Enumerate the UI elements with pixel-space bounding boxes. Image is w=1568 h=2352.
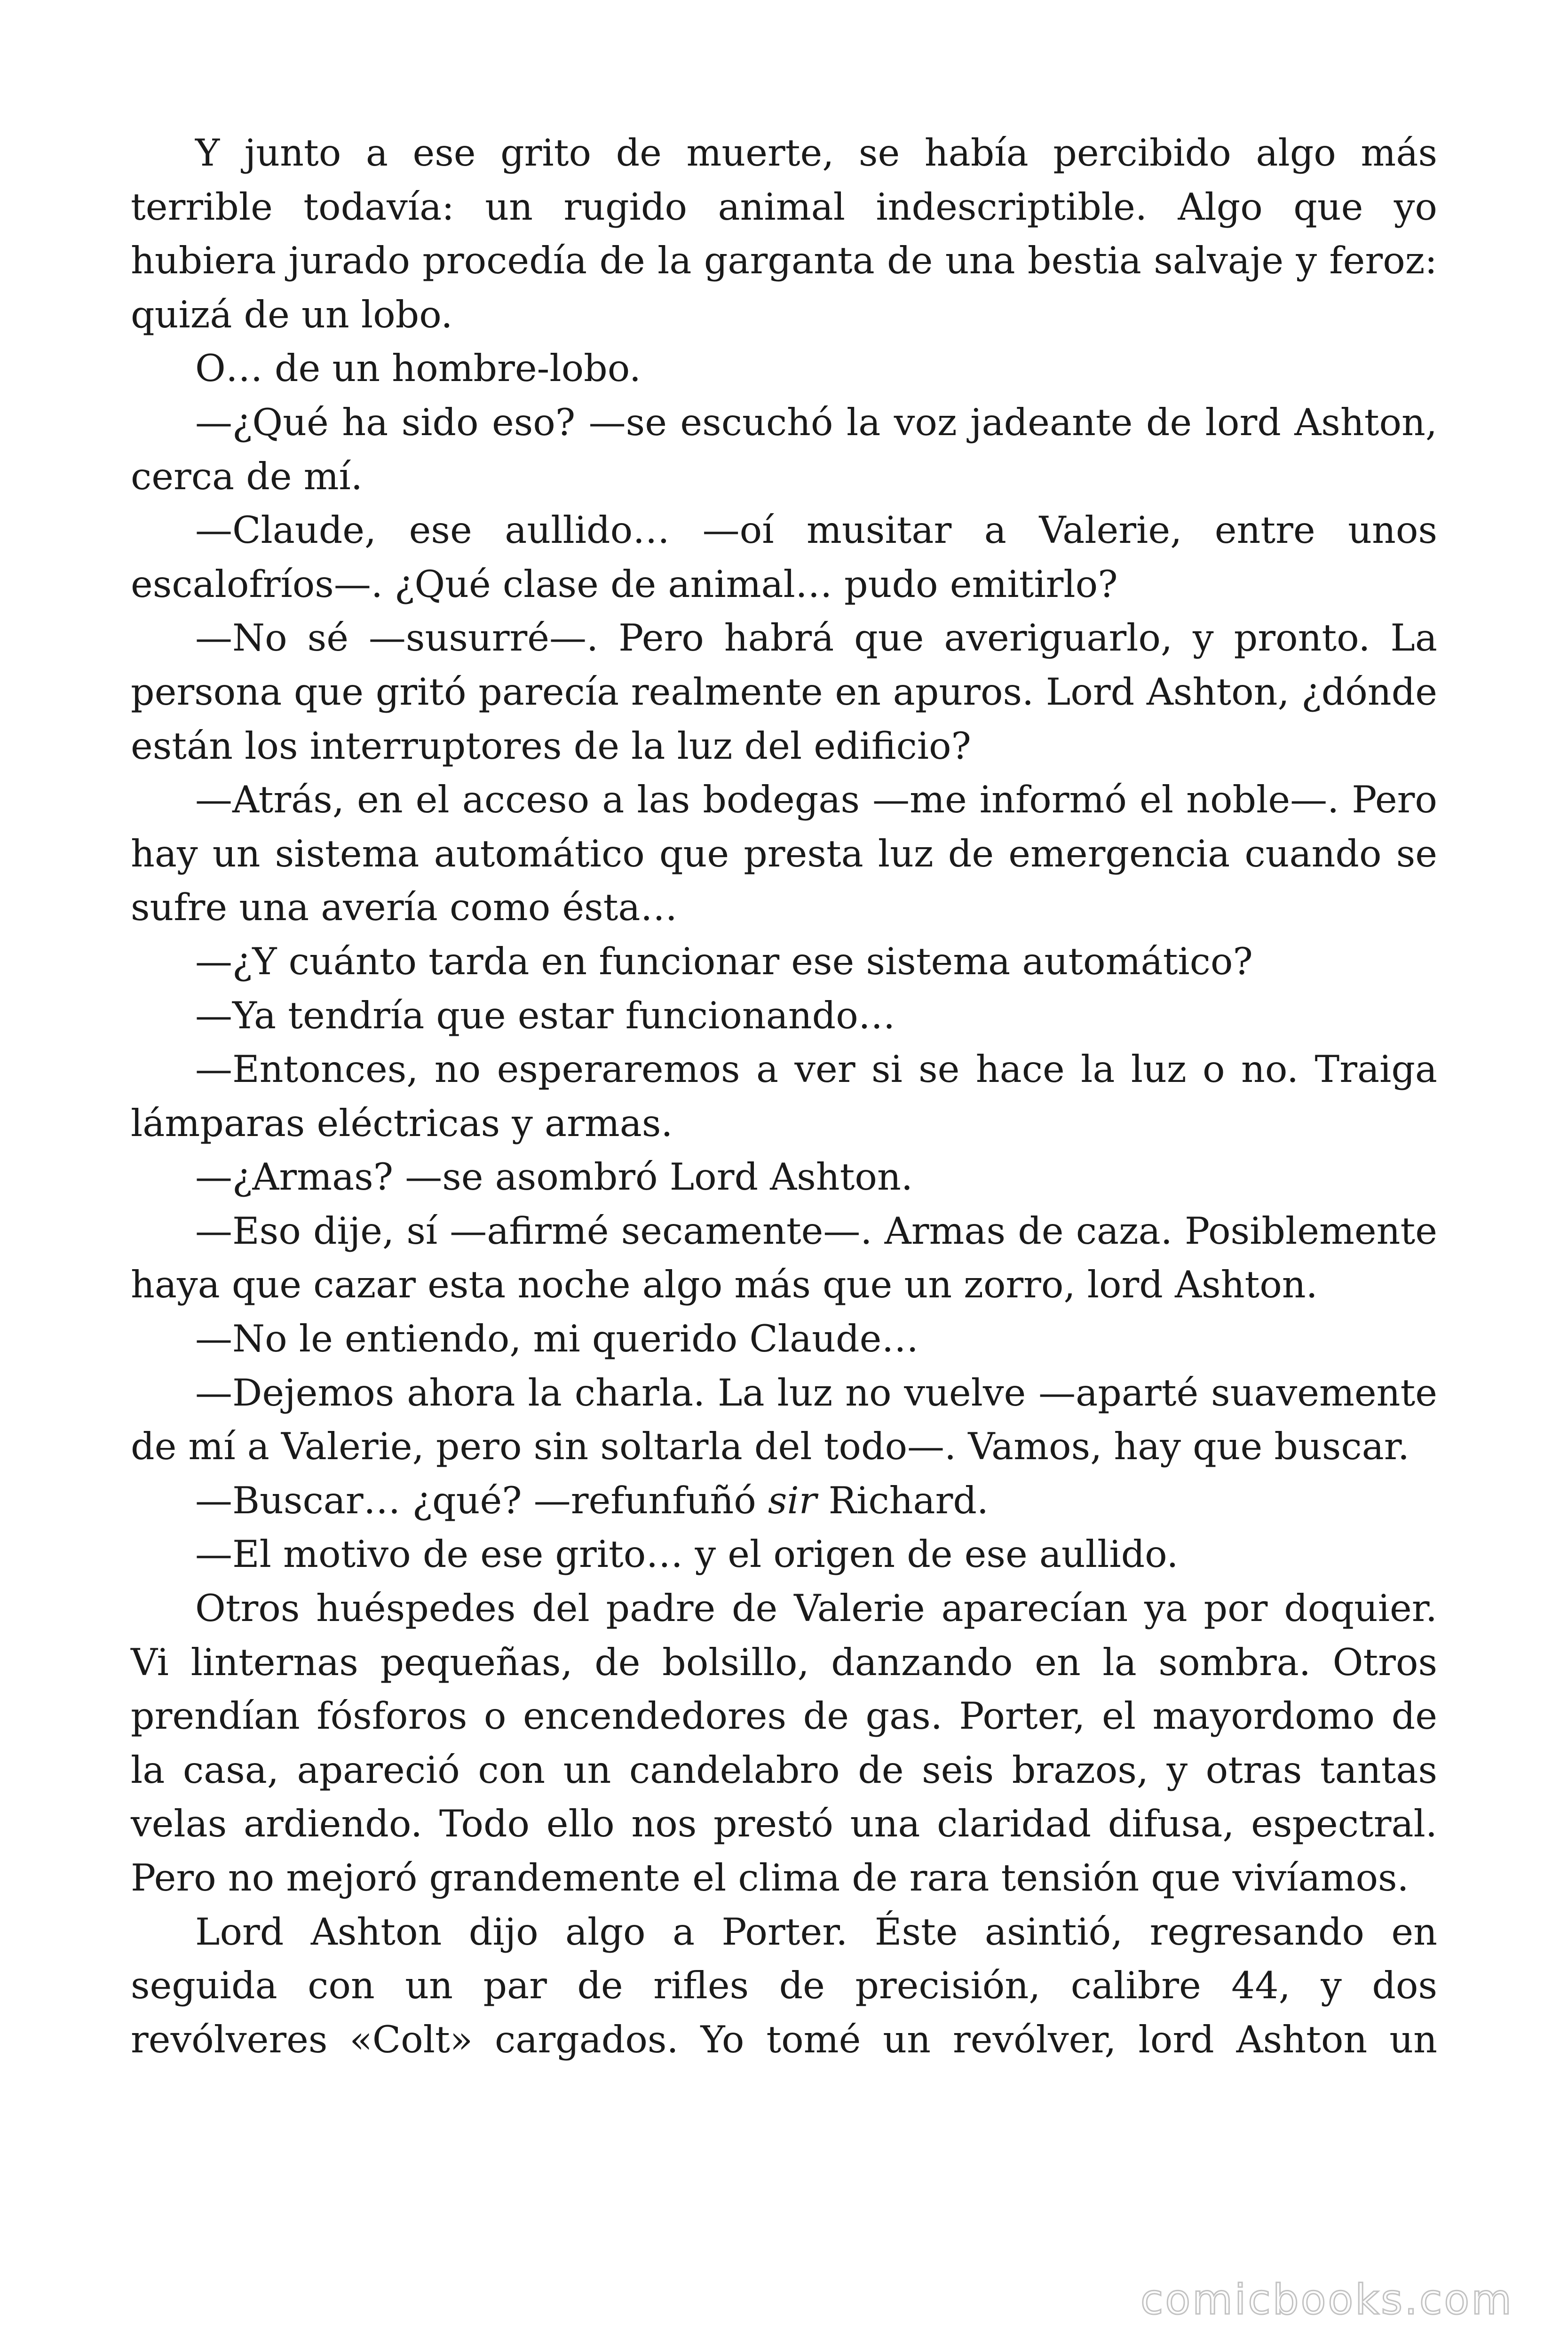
paragraph — [131, 611, 1437, 773]
text-run: —Eso dije, sí —afirmé secamente—. Armas de caza. Posiblemente haya que cazar esta noche algo más que un zorro, lord Ashton. — [131, 1209, 1437, 1307]
text-run: O… de un hombre-lobo. — [195, 347, 641, 390]
paragraph — [131, 1366, 1437, 1474]
text-run: —Claude, ese aullido… —oí musitar a Valerie, entre unos escalofríos—. ¿Qué clase de animal… pudo emitirlo? — [131, 509, 1437, 606]
paragraph — [131, 342, 1437, 396]
page-text-column — [131, 126, 1437, 2066]
paragraph — [131, 773, 1437, 935]
paragraph — [131, 1204, 1437, 1312]
paragraph — [131, 1905, 1437, 2067]
paragraph — [131, 1042, 1437, 1150]
text-run: Y junto a ese grito de muerte, se había percibido algo más terrible todavía: un rugido animal indescriptible. Algo que yo hubiera jurado procedía de la garganta de una bestia salvaje y feroz: quizá de un lobo. — [131, 131, 1437, 336]
text-run: Otros huéspedes del padre de Valerie aparecían ya por doquier. Vi linternas pequeñas, de bolsillo, danzando en la sombra. Otros prendían fósforos o encendedores de gas. Porter, el mayordomo de la casa, apareció con un candelabro de seis brazos, y otras tantas velas ardiendo. Todo ello nos prestó una claridad difusa, espectral. Pero no mejoró grandemente el clima de rara tensión que vivíamos. — [131, 1587, 1437, 1899]
text-run: —El motivo de ese grito… y el origen de ese aullido. — [195, 1533, 1179, 1576]
text-run: Lord Ashton dijo algo a Porter. Éste asintió, regresando en seguida con un par de rifles de precisión, calibre 44, y dos revólveres «Colt» cargados. Yo tomé un revólver, lord Ashton un — [131, 1910, 1437, 2061]
text-run: Richard. — [816, 1478, 989, 1522]
text-run: —¿Qué ha sido eso? —se escuchó la voz jadeante de lord Ashton, cerca de mí. — [131, 400, 1437, 498]
text-run: —No le entiendo, mi querido Claude… — [195, 1317, 919, 1361]
text-run: —Atrás, en el acceso a las bodegas —me informó el noble—. Pero hay un sistema automático que presta luz de emergencia cuando se sufre una avería como ésta… — [131, 778, 1437, 930]
paragraph — [131, 1474, 1437, 1528]
text-run: —Buscar… ¿qué? —refunfuñó — [195, 1478, 768, 1522]
paragraph — [131, 1527, 1437, 1581]
text-run: —¿Y cuánto tarda en funcionar ese sistema automático? — [195, 939, 1253, 983]
paragraph — [131, 396, 1437, 503]
paragraph — [131, 1312, 1437, 1366]
paragraph — [131, 1150, 1437, 1204]
paragraph — [131, 126, 1437, 342]
italic-text: sir — [768, 1478, 817, 1522]
paragraph — [131, 989, 1437, 1043]
watermark: comicbooks.com — [1140, 2275, 1513, 2324]
paragraph — [131, 935, 1437, 989]
text-run: —Entonces, no esperaremos a ver si se hace la luz o no. Traiga lámparas eléctricas y armas. — [131, 1048, 1437, 1145]
text-run: —Dejemos ahora la charla. La luz no vuelve —aparté suavemente de mí a Valerie, pero sin soltarla del todo—. Vamos, hay que buscar. — [131, 1371, 1437, 1469]
paragraph — [131, 1581, 1437, 1905]
text-run: —No sé —susurré—. Pero habrá que averiguarlo, y pronto. La persona que gritó parecía realmente en apuros. Lord Ashton, ¿dónde están los interruptores de la luz del edificio? — [131, 616, 1437, 768]
paragraph — [131, 503, 1437, 611]
text-run: —Ya tendría que estar funcionando… — [195, 993, 895, 1037]
text-run: —¿Armas? —se asombró Lord Ashton. — [195, 1155, 913, 1199]
